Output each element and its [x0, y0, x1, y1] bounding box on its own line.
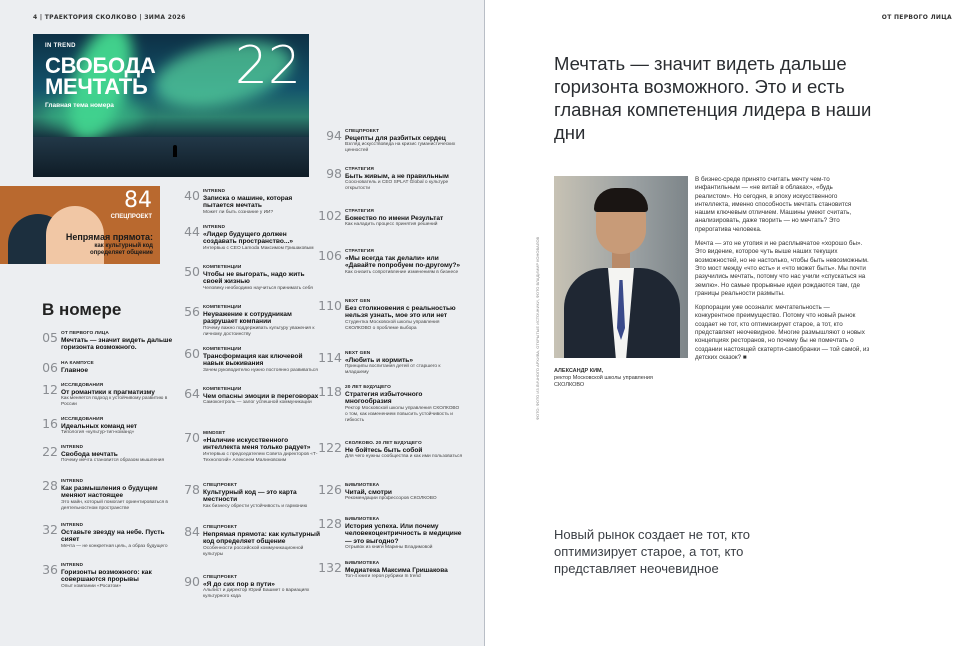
toc-category: НА КАМПУСЕ	[61, 361, 94, 366]
toc-page-number: 132	[318, 560, 342, 575]
toc-page-number: 50	[184, 264, 200, 279]
toc-title: «Я до сих пор в пути»	[203, 581, 275, 588]
toc-category: СТРАТЕГИЯ	[345, 209, 374, 214]
toc-description: Может ли быть сознание у ИИ?	[203, 209, 274, 215]
toc-description: Типология «культур-тип-команд»	[61, 430, 135, 436]
toc-description: Мечта — не конкретная цель, а образ будущего	[61, 543, 168, 549]
toc-page-number: 22	[42, 444, 58, 459]
toc-title: Стратегия избыточного многообразия	[345, 391, 423, 406]
toc-page-number: 44	[184, 224, 200, 239]
special-project-banner[interactable]	[0, 186, 160, 264]
toc-page-number: 32	[42, 522, 58, 537]
toc-page-number: 122	[318, 440, 342, 455]
toc-category: КОМПЕТЕНЦИИ	[203, 305, 242, 310]
toc-page-number: 12	[42, 382, 58, 397]
toc-page-number: 118	[318, 384, 342, 399]
running-head-right: ОТ ПЕРВОГО ЛИЦА	[881, 14, 952, 21]
toc-title: Свобода мечтать	[61, 451, 118, 458]
toc-category: СПЕЦПРОЕКТ	[203, 525, 238, 530]
toc-page-number: 128	[318, 516, 342, 531]
body-paragraph: В бизнес-среде принято считать мечту чем-то инфантильным — «не витай в облаках», «будь реалистом». Но сегодня, в эпоху искусственного интеллекта, именно способность мечтать становится нашим ключевым отличием. Машины умеют считать, анализировать, даже творить — но мечтать? Это прерогатива человека.	[695, 176, 852, 233]
toc-category: СТРАТЕГИЯ	[345, 249, 374, 254]
toc-category: КОМПЕТЕНЦИИ	[203, 347, 242, 352]
toc-title: От романтики к прагматизму	[61, 389, 155, 396]
pull-quote: Новый рынок создает не тот, кто оптимизирует старое, а тот, кто представляет неочевидное	[554, 527, 750, 576]
running-head-left: 4 | ТРАЕКТОРИЯ СКОЛКОВО | ЗИМА 2026	[33, 14, 186, 21]
toc-title: Неуважение к сотрудникам разрушает компании	[203, 311, 292, 326]
toc-description: Как меняется подход к устойчивому развитию в России	[61, 396, 168, 408]
toc-category: INTREND	[203, 225, 226, 230]
toc-description: Самоконтроль — залог успешной коммуникации	[203, 400, 312, 406]
toc-page-number: 56	[184, 304, 200, 319]
toc-description: Студентка Московской школы управления СКОЛКОВО о проблеме выбора	[345, 319, 440, 331]
toc-category: ОТ ПЕРВОГО ЛИЦА	[61, 331, 109, 336]
toc-category: INTREND	[61, 479, 84, 484]
banner-title: СВОБОДА МЕЧТАТЬ	[45, 53, 156, 99]
toc-description: Взгляд искусствоведа на кризис гуманистических ценностей	[345, 142, 456, 154]
toc-category: ИССЛЕДОВАНИЯ	[61, 383, 104, 388]
toc-category: СПЕЦПРОЕКТ	[203, 575, 238, 580]
toc-title: Как размышления о будущем меняют настоящее	[61, 485, 158, 500]
toc-page-number: 94	[326, 128, 342, 143]
toc-category: БИБЛИОТЕКА	[345, 561, 380, 566]
toc-title: Главное	[61, 367, 88, 374]
person-silhouette-icon	[173, 145, 177, 157]
toc-page-number: 64	[184, 386, 200, 401]
toc-description: Человеку необходимо научиться принимать себя	[203, 285, 313, 291]
banner-subtitle: Главная тема номера	[45, 102, 114, 109]
toc-category: СПЕЦПРОЕКТ	[345, 129, 380, 134]
toc-page-number: 98	[326, 166, 342, 181]
toc-title: Непрямая прямота: как культурный код определяет общение	[203, 531, 320, 546]
toc-title: Чем опасны эмоции в переговорах	[203, 393, 319, 400]
toc-page-number: 84	[184, 524, 200, 539]
toc-title: Горизонты возможного: как совершаются прорывы	[61, 569, 152, 584]
toc-category: MINDSET	[203, 431, 226, 436]
toc-page-number: 126	[318, 482, 342, 497]
toc-category: INTREND	[203, 189, 226, 194]
toc-description: Альпист и директор Юрий Башмет о вариациях культурного кода	[203, 588, 310, 600]
toc-category: INTREND	[61, 445, 84, 450]
toc-page-number: 70	[184, 430, 200, 445]
toc-title: Записка о машине, которая пытается мечтать	[203, 195, 293, 210]
toc-description: Почему важно поддерживать культуру уважения к личному достоинству	[203, 325, 315, 337]
toc-title: Оставьте звезду на небе. Пусть сияет	[61, 529, 165, 544]
special-tag: СПЕЦПРОЕКТ	[110, 214, 152, 220]
toc-title: Не бойтесь быть собой	[345, 447, 423, 454]
toc-title: Медиатека Максима Гришакова	[345, 567, 448, 574]
toc-title: Без столкновения с реальностью нельзя узнать, мое это или нет	[345, 305, 456, 320]
toc-title: «Мы всегда так делали» или «Давайте попробуем по-другому?»	[345, 255, 461, 270]
toc-category: СПЕЦПРОЕКТ	[203, 483, 238, 488]
toc-page-number: 16	[42, 416, 58, 431]
toc-description: Отрывок из книги Марины Владимовой	[345, 544, 433, 550]
toc-page-number: 60	[184, 346, 200, 361]
toc-description: Интервью с председателем Совета директоров «Т-Технологий» Алексеем Малиновским	[203, 451, 318, 463]
toc-description: Ректор Московской школы управления СКОЛКОВО о том, как изменением повысить устойчивость и гибкость	[345, 405, 460, 423]
toc-description: Для чего нужны сообщества и как ими пользоваться	[345, 454, 463, 460]
toc-category: КОМПЕТЕНЦИИ	[203, 387, 242, 392]
special-title: Непрямая прямота:	[65, 232, 153, 242]
toc-title: Идеальных команд нет	[61, 423, 138, 430]
toc-title: Культурный код — это карта местности	[203, 489, 297, 504]
toc-title: Трансформация как ключевой навык выживания	[203, 353, 303, 368]
toc-page-number: 106	[318, 248, 342, 263]
toc-description: Интервью с CEO Lamoda Максимом Гришаковым	[203, 245, 314, 251]
toc-page-number: 90	[184, 574, 200, 589]
body-paragraph: Корпорации уже осознали: мечтательность — конкурентное преимущество. Потому что новый рынок создает не тот, кто оптимизирует старое, а тот, кто представляет неочевидное. Многие размышляют о новых концепциях ресторанов, но почему бы не помечтать о создании настоящей скатерти-самобранки — той самой, из детских сказок? ■	[695, 304, 870, 361]
toc-title: Мечтать — значит видеть дальше горизонта возможного.	[61, 337, 173, 352]
toc-title: «Наличие искусственного интеллекта меня только радует»	[203, 437, 311, 452]
special-page-number: 84	[124, 188, 152, 213]
toc-page-number: 36	[42, 562, 58, 577]
banner-page-number: 22	[234, 36, 301, 96]
body-paragraph: Мечта — это не утопия и не расплывчатое «хорошо бы». Это видение, которое чуть выше наших текущих возможностей, но не настолько, чтобы быть невозможным. Это мост между «что есть» и «что может быть». Мы почти разучились мечтать, потому что нас учили «спускаться на землю». Но самые прорывные идеи рождаются там, где границы реальности размыты.	[695, 240, 869, 297]
banner-tag: IN TREND	[45, 43, 76, 49]
toc-title: «Любить и кормить»	[345, 357, 414, 364]
author-photo	[554, 176, 688, 358]
toc-title: Божество по имени Результат	[345, 215, 444, 222]
toc-category: NEXT GEN	[345, 299, 371, 304]
toc-page-number: 102	[318, 208, 342, 223]
editorial-headline: Мечтать — значит видеть дальше горизонта возможного. Это и есть главная компетенция лидера в наши дни	[554, 53, 872, 143]
toc-page-number: 40	[184, 188, 200, 203]
toc-page-number: 110	[318, 298, 342, 313]
toc-description: Рекомендации профессоров СКОЛКОВО	[345, 496, 437, 502]
toc-title: «Лидер будущего должен создавать пространство...»	[203, 231, 294, 246]
toc-category: 20 ЛЕТ БУДУЩЕГО	[345, 385, 391, 390]
toc-page-number: 28	[42, 478, 58, 493]
toc-description: Зачем руководителю нужно постоянно развиваться	[203, 367, 318, 373]
toc-category: ИССЛЕДОВАНИЯ	[61, 417, 104, 422]
photo-credit: ФОТО: ФОТО ИЗ ЛИЧНОГО АРХИВА, ОТКРЫТЫЕ ИСТОЧНИКИ, ФОТО ВЛАДИМИР КОНОВАЛОВ	[535, 236, 540, 420]
toc-category: БИБЛИОТЕКА	[345, 483, 380, 488]
toc-category: СКОЛКОВО. 20 ЛЕТ БУДУЩЕГО	[345, 441, 422, 446]
toc-description: Особенности российской коммуникационной культуры	[203, 545, 304, 557]
toc-page-number: 06	[42, 360, 58, 375]
toc-title: Быть живым, а не правильным	[345, 173, 449, 180]
right-page	[485, 0, 970, 646]
toc-description: Опыт компании «Росатом»	[61, 583, 122, 589]
toc-category: INTREND	[61, 563, 84, 568]
toc-page-number: 114	[318, 350, 342, 365]
contents-title: В номере	[42, 300, 122, 319]
left-page	[0, 0, 484, 646]
toc-description: Это майн, который помогает ориентироваться в деятельностном пространстве	[61, 499, 168, 511]
editorial-body	[695, 176, 870, 368]
toc-description: Почему мечта становится образом мышления	[61, 458, 165, 464]
toc-title: История успеха. Или почему человекоцентричность в медицине — это выгодно?	[345, 523, 462, 545]
toc-category: БИБЛИОТЕКА	[345, 517, 380, 522]
cover-story-banner[interactable]	[33, 34, 309, 177]
author-caption: АЛЕКСАНДР КИМ, ректор Московской школы управления СКОЛКОВО	[554, 368, 653, 388]
toc-description: Принципы воспитания детей от старшего к младшему	[345, 364, 441, 376]
toc-description: Топ-4 книги героя рубрики In trend	[345, 574, 421, 580]
toc-category: КОМПЕТЕНЦИИ	[203, 265, 242, 270]
toc-title: Рецепты для разбитых сердец	[345, 135, 446, 142]
toc-description: Как снизить сопротивление изменениям в бизнесе	[345, 269, 459, 275]
toc-category: СТРАТЕГИЯ	[345, 167, 374, 172]
toc-title: Читай, смотри	[345, 489, 392, 496]
toc-description: Сооснователь и CEO SPLAT Global о культуре открытости	[345, 180, 449, 192]
toc-title: Чтобы не выгорать, надо жить своей жизнью	[203, 271, 305, 286]
toc-category: NEXT GEN	[345, 351, 371, 356]
special-subtitle: как культурный код определяет общение	[89, 243, 153, 256]
toc-page-number: 78	[184, 482, 200, 497]
toc-page-number: 05	[42, 330, 58, 345]
toc-category: INTREND	[61, 523, 84, 528]
toc-description: Как бизнесу обрести устойчивость и гармонию	[203, 503, 308, 509]
toc-description: Как наладить процесс принятия решений	[345, 222, 438, 228]
